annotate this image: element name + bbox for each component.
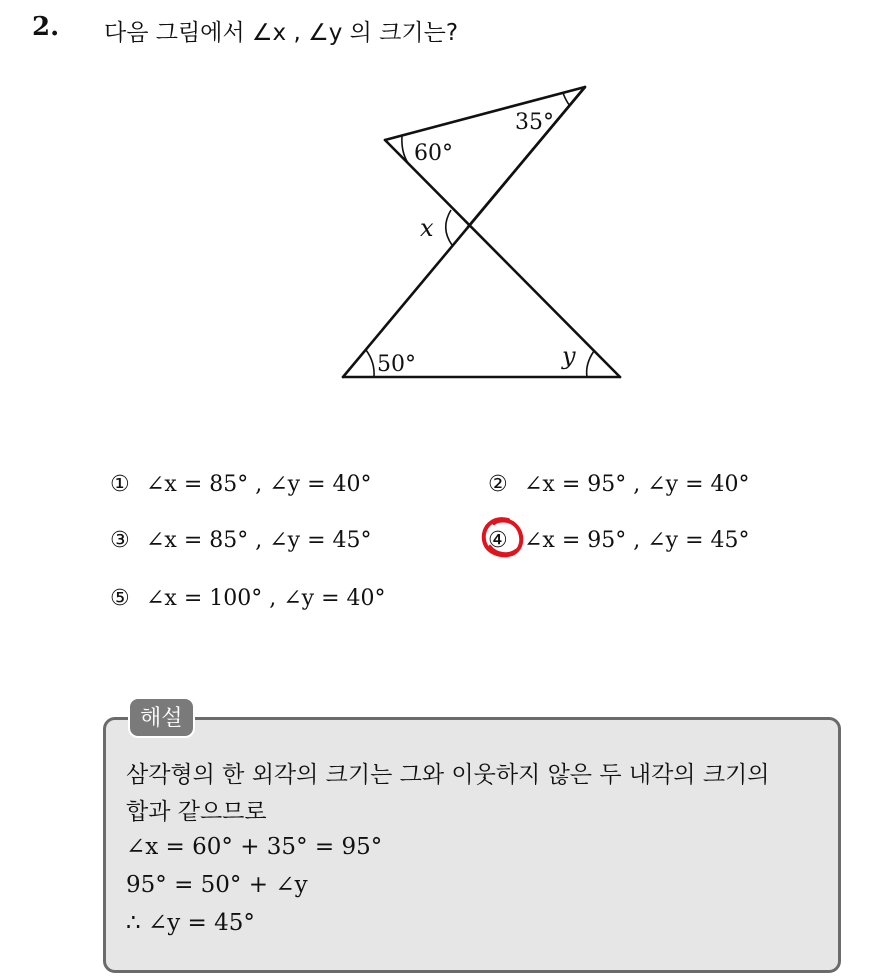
choice-2-number: ②: [488, 472, 508, 497]
angle-label-x: x: [420, 214, 434, 242]
choice-5-text: ∠x = 100° , ∠y = 40°: [146, 586, 386, 611]
angle-label-60: 60°: [414, 141, 453, 166]
solution-line-1: 삼각형의 한 외각의 크기는 그와 이웃하지 않은 두 내각의 크기의: [126, 762, 770, 788]
angle-figure: [0, 0, 884, 440]
choice-1[interactable]: [110, 472, 372, 497]
answer-circle-mark: [478, 514, 526, 560]
choice-2-text: ∠x = 95° , ∠y = 40°: [524, 472, 750, 497]
arc-y: [587, 351, 594, 377]
solution-tag: 해설: [128, 697, 195, 738]
question-number: 2.: [32, 12, 60, 42]
figure-left-diagonal: [385, 140, 620, 377]
choice-4-number: ④: [488, 528, 508, 553]
choice-4-text: ∠x = 95° , ∠y = 45°: [524, 528, 750, 553]
choice-3-number: ③: [110, 528, 130, 553]
choice-1-text: ∠x = 85° , ∠y = 40°: [146, 472, 372, 497]
arc-50: [366, 350, 374, 377]
choice-3-text: ∠x = 85° , ∠y = 45°: [146, 528, 372, 553]
arc-x: [446, 210, 452, 245]
choice-5-number: ⑤: [110, 586, 130, 611]
arc-35: [563, 93, 570, 106]
choice-2[interactable]: [488, 472, 750, 497]
angle-label-50: 50°: [377, 352, 416, 377]
question-text: 다음 그림에서 ∠x , ∠y 의 크기는?: [104, 20, 459, 46]
solution-line-4: 95° = 50° + ∠y: [126, 872, 308, 898]
choice-5[interactable]: [110, 586, 386, 611]
angle-label-y: y: [562, 342, 576, 370]
solution-line-3: ∠x = 60° + 35° = 95°: [126, 834, 383, 860]
solution-line-5: ∴ ∠y = 45°: [126, 910, 255, 936]
angle-label-35: 35°: [515, 110, 554, 135]
solution-line-2: 합과 같으므로: [126, 799, 267, 825]
choice-4[interactable]: [488, 528, 750, 553]
choice-3[interactable]: [110, 528, 372, 553]
choice-1-number: ①: [110, 472, 130, 497]
